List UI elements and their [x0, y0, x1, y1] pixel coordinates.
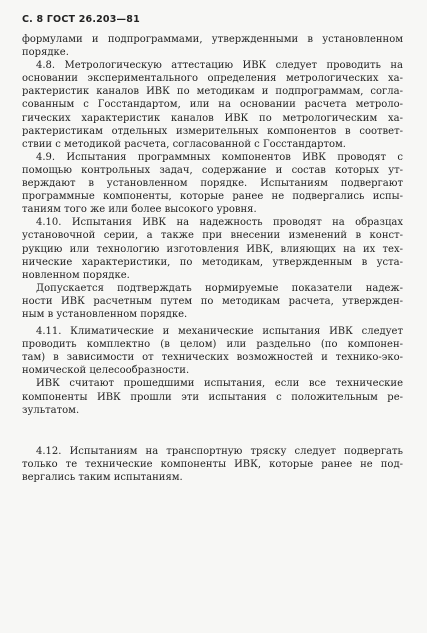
- text-line: проводить комплектно (в целом) или раздельно (по компонен-: [22, 339, 403, 351]
- text-line: вергались таким испытаниям.: [22, 471, 183, 483]
- paragraph: [22, 33, 403, 59]
- text-line: номической целесообразности.: [22, 365, 190, 377]
- paragraph: [22, 325, 403, 377]
- text-line: верждают в установленном порядке. Испытаниям подвергают: [22, 178, 403, 190]
- document-body: [22, 33, 403, 484]
- text-line: компоненты ИВК прошли эти испытания с положительным ре-: [22, 391, 403, 403]
- text-line: установочной серии, а также при внесении изменений в конст-: [22, 230, 403, 242]
- text-line: таниям того же или более высокого уровня.: [22, 204, 257, 216]
- text-line: нические характеристики, по методикам, утвержденным в уста-: [22, 256, 403, 268]
- paragraph: [22, 282, 403, 321]
- text-line: 4.12. Испытаниям на транспортную тряску следует подвергать: [36, 445, 403, 457]
- text-line: основании экспериментального определения метрологических ха-: [22, 73, 403, 85]
- paragraph: [22, 445, 403, 484]
- text-line: программные компоненты, которые ранее не подвергались испы-: [22, 191, 403, 203]
- text-line: ИВК считают прошедшими испытания, если все технические: [36, 378, 403, 390]
- text-line: 4.10. Испытания ИВК на надежность проводят на образцах: [36, 217, 403, 229]
- text-line: помощью контрольных задач, содержание и состав которых ут-: [22, 164, 403, 176]
- text-line: там) в зависимости от технических возможностей и технико-эко-: [22, 352, 403, 364]
- text-line: зультатом.: [22, 404, 80, 416]
- text-line: 4.8. Метрологическую аттестацию ИВК следует проводить на: [36, 60, 403, 72]
- paragraph: [22, 151, 403, 216]
- text-line: ности ИВК расчетным путем по методикам расчета, утвержден-: [22, 295, 403, 307]
- text-line: рактеристик каналов ИВК по методикам и подпрограммам, согла-: [22, 86, 403, 98]
- text-line: 4.9. Испытания программных компонентов ИВК проводят с: [36, 151, 403, 163]
- paragraph: [22, 216, 403, 281]
- text-line: 4.11. Климатические и механические испытания ИВК следует: [36, 326, 403, 338]
- text-line: формулами и подпрограммами, утвержденными в установленном: [22, 34, 403, 45]
- text-line: Допускается подтверждать нормируемые показатели надеж-: [36, 282, 403, 294]
- paragraph: [22, 377, 403, 416]
- text-line: ным в установленном порядке.: [22, 308, 188, 320]
- text-line: рукцию или технологию изготовления ИВК, влияющих на их тех-: [22, 243, 403, 255]
- text-line: новленном порядке.: [22, 269, 130, 281]
- text-line: ствии с методикой расчета, согласованной с Госстандартом.: [22, 138, 346, 150]
- spacer: [22, 417, 403, 445]
- page-header: С. 8 ГОСТ 26.203—81: [22, 14, 140, 25]
- text-line: рактеристикам отдельных измерительных компонентов в соответ-: [22, 125, 403, 137]
- text-line: порядке.: [22, 47, 69, 59]
- text-line: только те технические компоненты ИВК, которые ранее не под-: [22, 458, 403, 470]
- paragraph: [22, 59, 403, 151]
- text-line: гических характеристик каналов ИВК по метрологическим ха-: [22, 112, 403, 124]
- text-line: сованным с Госстандартом, или на основании расчета метроло-: [22, 99, 403, 111]
